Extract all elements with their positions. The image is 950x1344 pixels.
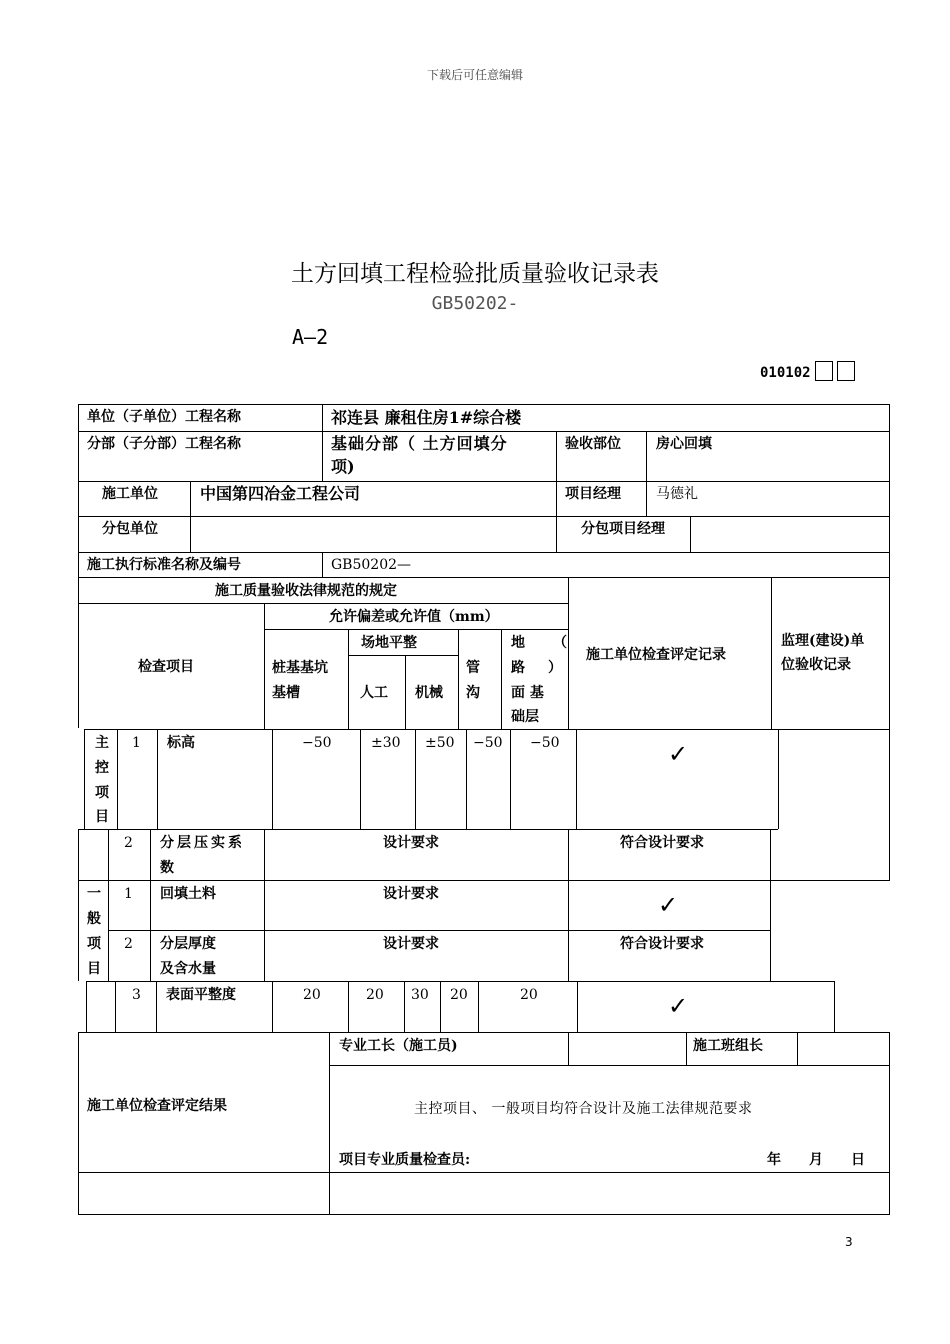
supervisor-header-line2: 位验收记录 bbox=[781, 657, 851, 673]
rule bbox=[501, 629, 502, 729]
main-row1-pipe[interactable]: −50 bbox=[473, 735, 503, 751]
main-row1-machine[interactable]: ±50 bbox=[425, 735, 455, 751]
subcontractor-label: 分包单位 bbox=[102, 521, 158, 537]
form-code: 010102 bbox=[760, 365, 811, 381]
rule bbox=[157, 729, 158, 829]
division-label: 分部（子分部）工程名称 bbox=[87, 436, 241, 452]
rule bbox=[360, 729, 361, 829]
rule bbox=[78, 1172, 890, 1173]
pipe-header-line1: 管 bbox=[466, 660, 480, 676]
month-label: 月 bbox=[809, 1152, 823, 1168]
rule bbox=[329, 1032, 330, 1214]
main-row1-pile[interactable]: −50 bbox=[302, 735, 332, 751]
rule bbox=[686, 1032, 687, 1065]
general-group-char-1: 一 bbox=[87, 886, 101, 902]
rule bbox=[771, 577, 772, 729]
main-row2-name-line1: 分层压实系 bbox=[160, 835, 245, 851]
rule bbox=[778, 729, 779, 829]
rule bbox=[797, 1032, 798, 1065]
rule bbox=[568, 1032, 569, 1065]
tolerance-header: 允许偏差或允许值（mm） bbox=[329, 609, 499, 625]
day-label: 日 bbox=[851, 1152, 865, 1168]
rule bbox=[264, 603, 265, 729]
rule bbox=[478, 981, 479, 1032]
main-row2-name-line2: 数 bbox=[160, 860, 174, 876]
road-header-paren-close: ） bbox=[548, 660, 562, 676]
main-row2-no: 2 bbox=[124, 835, 133, 851]
rule bbox=[770, 829, 771, 981]
main-row1-name: 标高 bbox=[167, 735, 195, 751]
general-group-char-3: 项 bbox=[87, 936, 101, 952]
main-row2-requirement[interactable]: 设计要求 bbox=[383, 835, 439, 851]
rule bbox=[78, 1214, 890, 1215]
site-level-header: 场地平整 bbox=[361, 635, 417, 651]
general-row2-requirement[interactable]: 设计要求 bbox=[383, 936, 439, 952]
foreman-label: 专业工长（施工员) bbox=[339, 1038, 458, 1054]
general-row3-machine[interactable]: 30 bbox=[411, 987, 429, 1003]
rule bbox=[690, 516, 691, 552]
main-group-char-1: 主 bbox=[95, 735, 109, 751]
general-group-char-2: 般 bbox=[87, 911, 101, 927]
pile-header-line1: 桩基基坑 bbox=[272, 660, 328, 676]
rule bbox=[78, 603, 568, 604]
page-title: 土方回填工程检验批质量验收记录表 bbox=[291, 261, 659, 287]
rule bbox=[889, 1032, 890, 1214]
machine-header: 机械 bbox=[415, 685, 443, 701]
item-header: 检查项目 bbox=[138, 659, 194, 675]
rule bbox=[108, 829, 109, 981]
rule bbox=[86, 981, 87, 1032]
rule bbox=[510, 729, 511, 829]
rule bbox=[889, 404, 890, 881]
header-note: 下载后可任意编辑 bbox=[426, 68, 523, 82]
pm-value[interactable]: 马德礼 bbox=[656, 486, 698, 502]
division-value-line1[interactable]: 基础分部（ 土方回填分 bbox=[331, 434, 508, 453]
rule bbox=[78, 431, 890, 432]
sub-pm-label: 分包项目经理 bbox=[581, 521, 665, 537]
contractor-record-header: 施工单位检查评定记录 bbox=[586, 647, 726, 663]
general-row1-no: 1 bbox=[124, 886, 133, 902]
pipe-header-line2: 沟 bbox=[466, 685, 480, 701]
general-row3-name: 表面平整度 bbox=[166, 987, 236, 1003]
rule bbox=[84, 729, 85, 829]
rule bbox=[150, 829, 151, 981]
general-row2-result[interactable]: 符合设计要求 bbox=[620, 936, 704, 952]
rule bbox=[78, 404, 890, 405]
rule bbox=[78, 552, 890, 553]
rule bbox=[78, 880, 890, 881]
rule bbox=[577, 981, 578, 1032]
standard-value[interactable]: GB50202— bbox=[331, 557, 412, 573]
rule bbox=[466, 729, 467, 829]
general-row1-requirement[interactable]: 设计要求 bbox=[383, 886, 439, 902]
general-row3-pile[interactable]: 20 bbox=[303, 987, 321, 1003]
spec-header: 施工质量验收法律规范的规定 bbox=[215, 583, 397, 599]
rule bbox=[405, 655, 406, 729]
contractor-value[interactable]: 中国第四冶金工程公司 bbox=[200, 484, 361, 503]
rule bbox=[568, 577, 569, 729]
year-label: 年 bbox=[767, 1152, 781, 1168]
main-row1-no: 1 bbox=[132, 735, 141, 751]
rule bbox=[348, 981, 349, 1032]
general-row1-name: 回填土料 bbox=[160, 886, 216, 902]
rule bbox=[440, 981, 441, 1032]
rule bbox=[84, 729, 890, 730]
check-mark-icon: ✓ bbox=[668, 740, 689, 768]
rule bbox=[568, 829, 569, 981]
rule bbox=[78, 829, 778, 830]
rule bbox=[272, 729, 273, 829]
rule bbox=[322, 404, 323, 481]
rule bbox=[404, 981, 405, 1032]
main-row1-road[interactable]: −50 bbox=[530, 735, 560, 751]
manual-header: 人工 bbox=[360, 685, 388, 701]
general-group-char-4: 目 bbox=[87, 961, 101, 977]
general-row2-name-line1: 分层厚度 bbox=[160, 936, 216, 952]
rule bbox=[322, 552, 323, 577]
rule bbox=[190, 481, 191, 552]
inspector-label: 项目专业质量检查员: bbox=[339, 1152, 471, 1168]
general-row3-road[interactable]: 20 bbox=[520, 987, 538, 1003]
accept-part-value[interactable]: 房心回填 bbox=[656, 436, 712, 452]
standard-label: 施工执行标准名称及编号 bbox=[87, 557, 241, 573]
rule bbox=[78, 829, 79, 981]
rule bbox=[78, 577, 890, 578]
contractor-label: 施工单位 bbox=[102, 486, 158, 502]
rule bbox=[78, 1032, 890, 1033]
rule bbox=[556, 431, 557, 552]
road-header-line4: 础层 bbox=[511, 709, 539, 725]
rule bbox=[115, 981, 116, 1032]
rule bbox=[646, 431, 647, 516]
rule bbox=[78, 516, 890, 517]
code-box-2[interactable] bbox=[837, 361, 855, 381]
rule bbox=[156, 981, 157, 1032]
result-label: 施工单位检查评定结果 bbox=[87, 1098, 227, 1114]
pile-header-line2: 基槽 bbox=[272, 685, 300, 701]
rule bbox=[415, 729, 416, 829]
road-header-line2: 路 bbox=[511, 660, 525, 676]
rule bbox=[458, 629, 459, 729]
road-header-paren-open: （ bbox=[553, 635, 567, 651]
sub-code: A—2 bbox=[292, 325, 329, 349]
main-group-char-4: 目 bbox=[95, 809, 109, 825]
rule bbox=[78, 404, 79, 728]
rule bbox=[117, 729, 118, 829]
standard-code: GB50202- bbox=[431, 293, 519, 314]
rule bbox=[78, 481, 890, 482]
team-leader-label: 施工班组长 bbox=[693, 1038, 763, 1054]
rule bbox=[264, 629, 568, 630]
rule bbox=[108, 930, 770, 931]
rule bbox=[272, 981, 273, 1032]
general-row3-no: 3 bbox=[132, 987, 141, 1003]
unit-value[interactable]: 祁连县 廉租住房1#综合楼 bbox=[331, 408, 522, 427]
rule bbox=[329, 1065, 890, 1066]
rule bbox=[348, 629, 349, 729]
road-header-line1: 地 bbox=[511, 635, 525, 651]
pm-label: 项目经理 bbox=[565, 486, 621, 502]
rule bbox=[86, 981, 834, 982]
division-value-line2[interactable]: 项) bbox=[331, 457, 355, 476]
page-number: 3 bbox=[845, 1235, 853, 1249]
rule bbox=[78, 1032, 79, 1214]
rule bbox=[834, 981, 835, 1032]
general-row2-no: 2 bbox=[124, 936, 133, 952]
general-row3-pipe[interactable]: 20 bbox=[450, 987, 468, 1003]
check-mark-icon: ✓ bbox=[658, 891, 679, 919]
general-row3-manual[interactable]: 20 bbox=[366, 987, 384, 1003]
rule bbox=[576, 729, 577, 829]
road-header-line3: 面 基 bbox=[511, 685, 544, 701]
conclusion-text[interactable]: 主控项目、 一般项目均符合设计及施工法律规范要求 bbox=[414, 1101, 753, 1117]
check-mark-icon: ✓ bbox=[668, 992, 689, 1020]
accept-part-label: 验收部位 bbox=[565, 436, 621, 452]
main-row1-manual[interactable]: ±30 bbox=[371, 735, 401, 751]
supervisor-header-line1: 监理(建设)单 bbox=[781, 633, 865, 649]
main-group-char-3: 项 bbox=[95, 785, 109, 801]
unit-label: 单位（子单位）工程名称 bbox=[87, 409, 241, 425]
main-group-char-2: 控 bbox=[95, 760, 109, 776]
code-box-1[interactable] bbox=[815, 361, 833, 381]
rule bbox=[348, 655, 458, 656]
main-row2-result[interactable]: 符合设计要求 bbox=[620, 835, 704, 851]
rule bbox=[264, 829, 265, 981]
general-row2-name-line2: 及含水量 bbox=[160, 961, 216, 977]
